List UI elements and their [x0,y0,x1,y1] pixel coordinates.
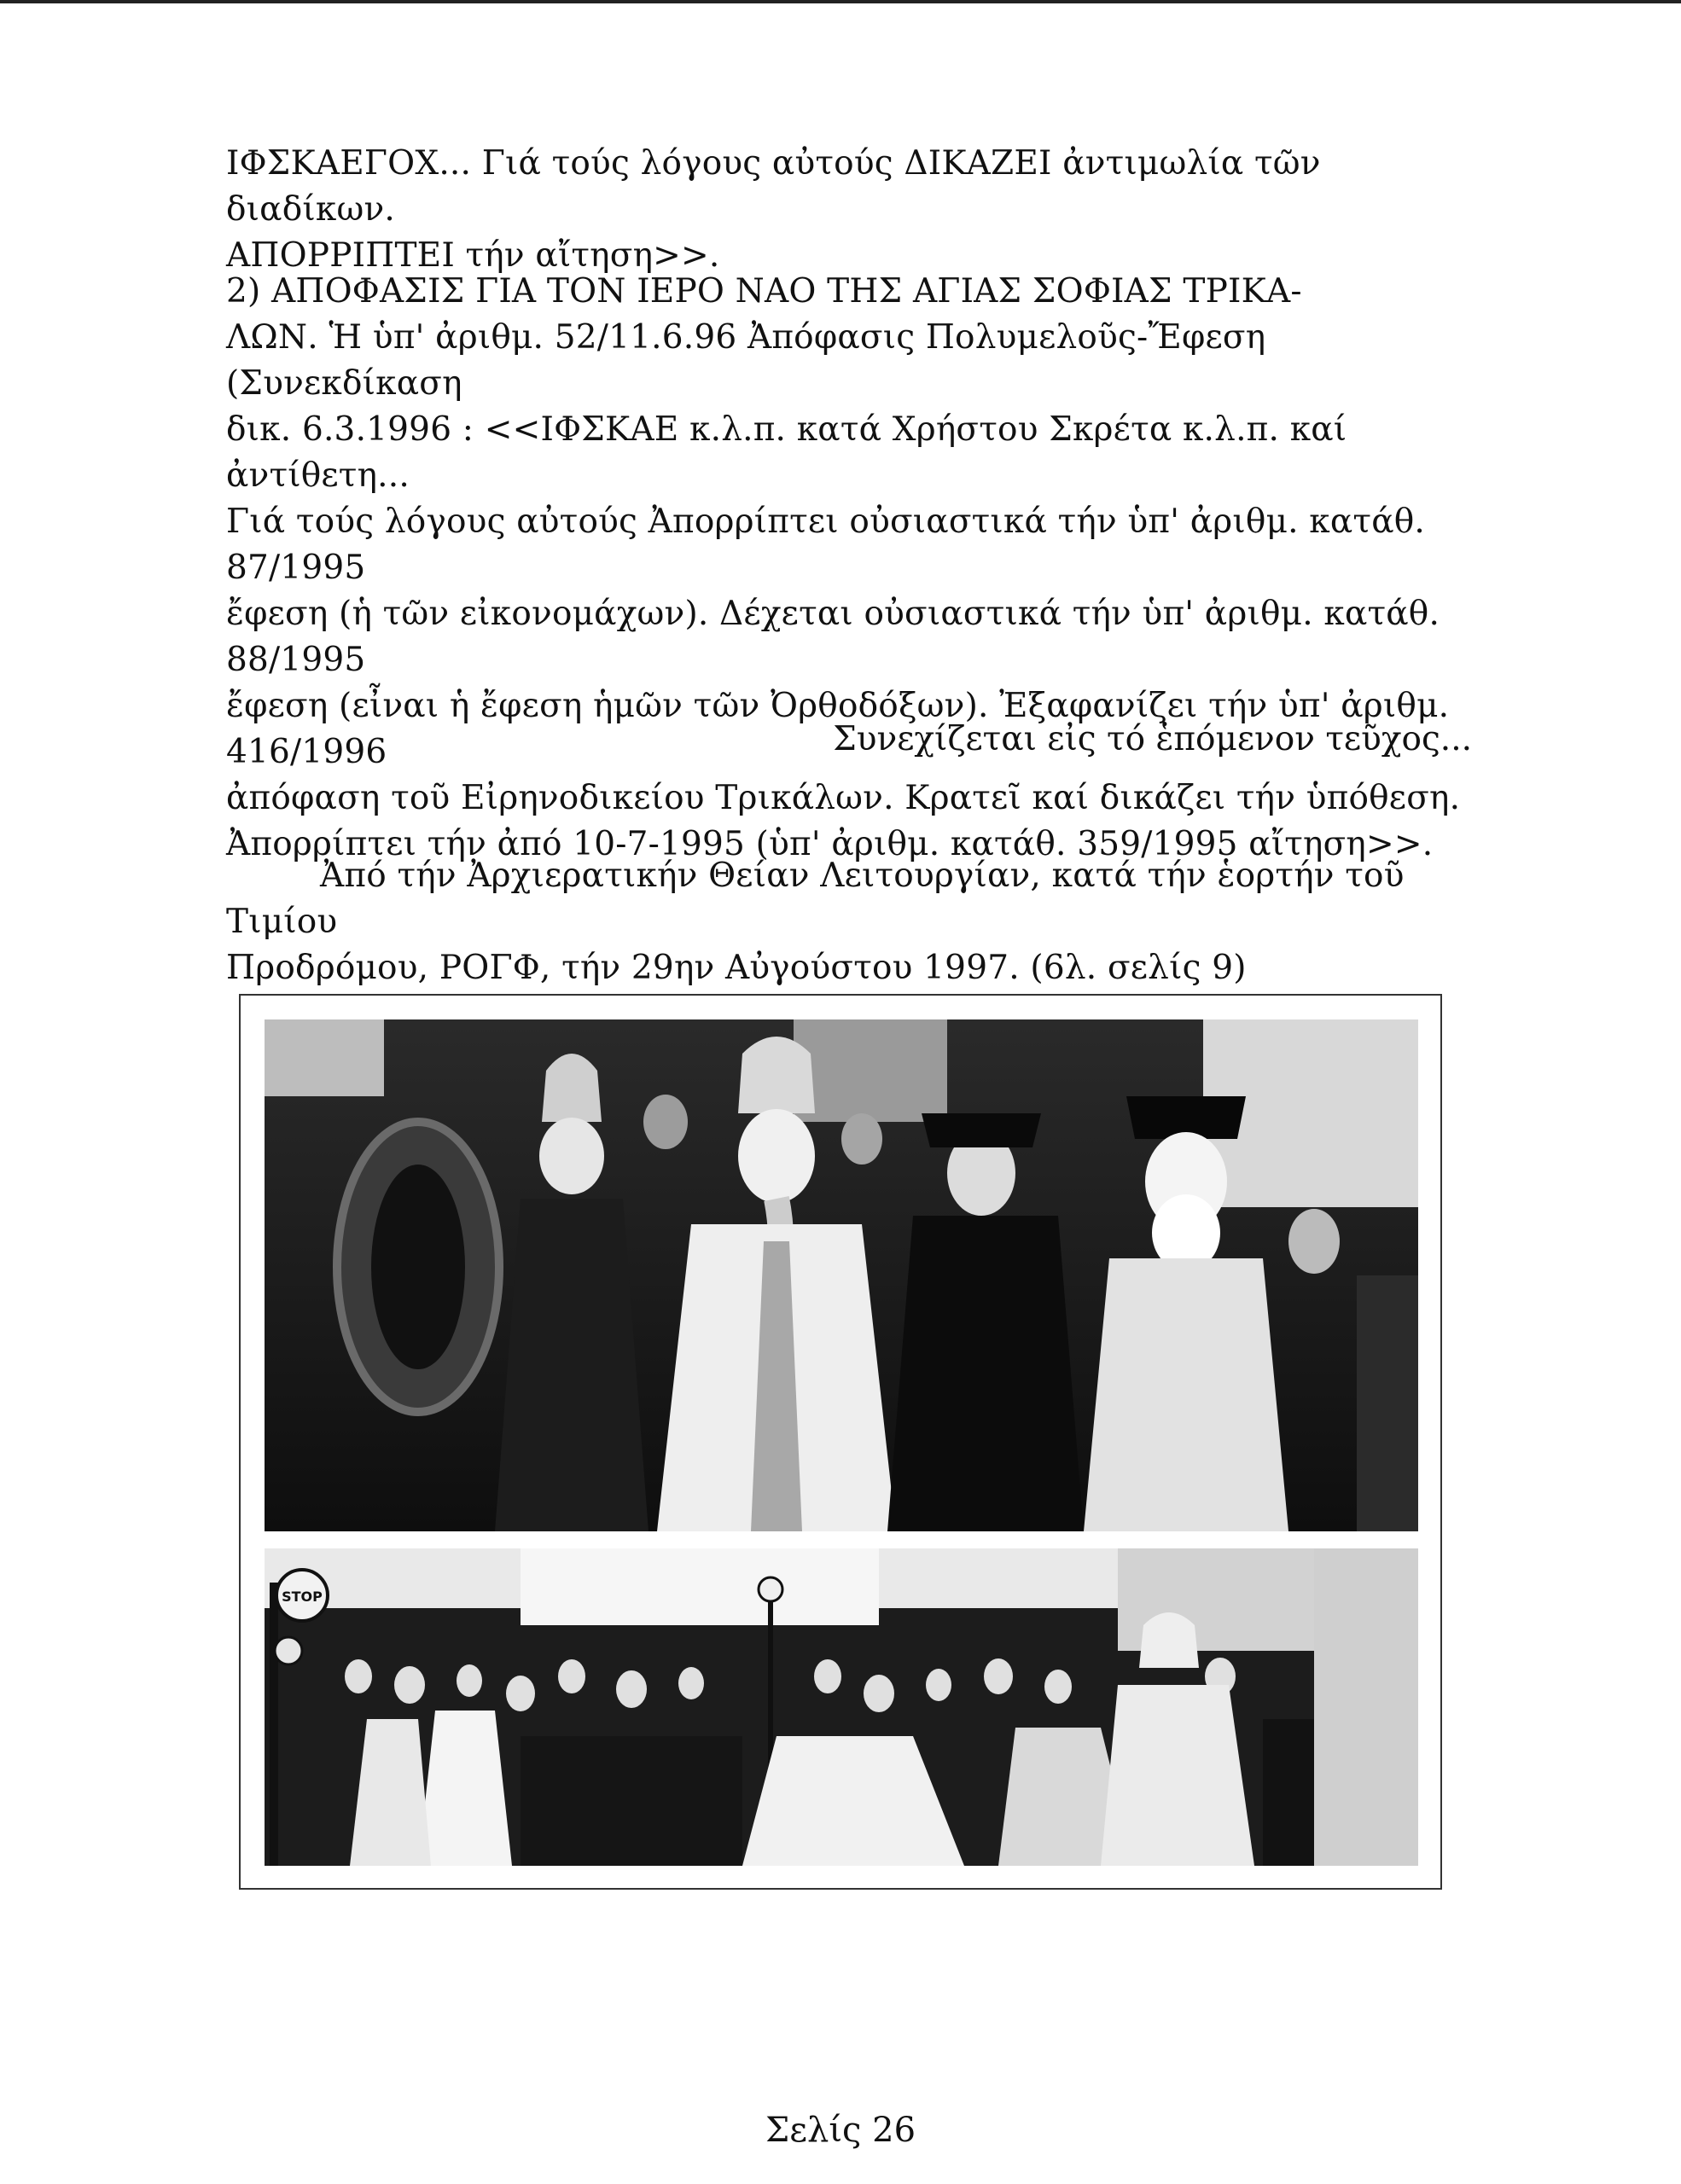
photo-caption [226,853,1472,991]
photo-frame [239,994,1442,1890]
text-line: 2) ΑΠΟΦΑΣΙΣ ΓΙΑ ΤΟΝ ΙΕΡΟ ΝΑΟ ΤΗΣ ΑΓΙΑΣ ΣΟΦΙΑΣ ΤΡΙΚΑ- [226,272,1302,311]
text-line: ΑΠΟΡΡΙΠΤΕΙ τήν αἴτηση>>. [226,236,720,275]
top-rule [0,0,1681,3]
text-line: ἀπόφαση τοῦ Εἰρηνοδικείου Τρικάλων. Κρατεῖ καί δικάζει τήν ὑπόθεση. [226,779,1461,817]
caption-line-2: Προδρόμου, ΡΟΓΦ, τήν 29ην Αὐγούστου 1997. (6λ. σελίς 9) [226,949,1247,987]
page-number: Σελίς 26 [765,2111,916,2150]
text-line: ἔφεση (ἡ τῶν εἰκονομάχων). Δέχεται οὐσιαστικά τήν ὑπ' ἀριθμ. κατάθ. 88/1995 [226,595,1440,679]
continued-note: Συνεχίζεται εἰς τό ἑπόμενον τεῦχος... [833,720,1472,758]
paragraph-decision-agia-sofia [226,269,1472,868]
photo-clergy-procession-image [265,1019,1418,1531]
stop-sign-text: STOP [282,1589,323,1605]
photo-crowd-street-image [265,1548,1418,1866]
text-line: ΙΦΣΚΑΕΓΟΧ... Γιά τούς λόγους αὐτούς ΔΙΚΑΖΕΙ ἀντιμωλία τῶν διαδίκων. [226,144,1321,229]
photo-clergy-procession [265,1019,1418,1531]
text-line: Ἀπορρίπτει τήν ἀπό 10-7-1995 (ὑπ' ἀριθμ. κατάθ. 359/1995 αἴτηση>>. [226,825,1434,863]
caption-line [226,853,1472,945]
photo-crowd-street [265,1548,1418,1866]
text-line: Γιά τούς λόγους αὐτούς Ἀπορρίπτει οὐσιαστικά τήν ὑπ' ἀριθμ. κατάθ. 87/1995 [226,502,1426,587]
paragraph-verdict-end [226,141,1472,279]
text-line: ΛΩΝ. Ἡ ὑπ' ἀριθμ. 52/11.6.96 Ἀπόφασις Πολυμελοῦς-Ἔφεση (Συνεκδίκαση [226,318,1266,403]
text-line: δικ. 6.3.1996 : <<ΙΦΣΚΑΕ κ.λ.π. κατά Χρήστου Σκρέτα κ.λ.π. καί ἀντίθετη... [226,410,1347,495]
caption-line-1: Ἀπό τήν Ἀρχιερατικήν Θείαν Λειτουργίαν, κατά τήν ἑορτήν τοῦ Τιμίου [226,857,1405,941]
text-line: ἔφεση (εἶναι ἡ ἔφεση ἡμῶν τῶν Ὀρθοδόξων). Ἐξαφανίζει τήν ὑπ' ἀριθμ. 416/1996 [226,687,1450,771]
